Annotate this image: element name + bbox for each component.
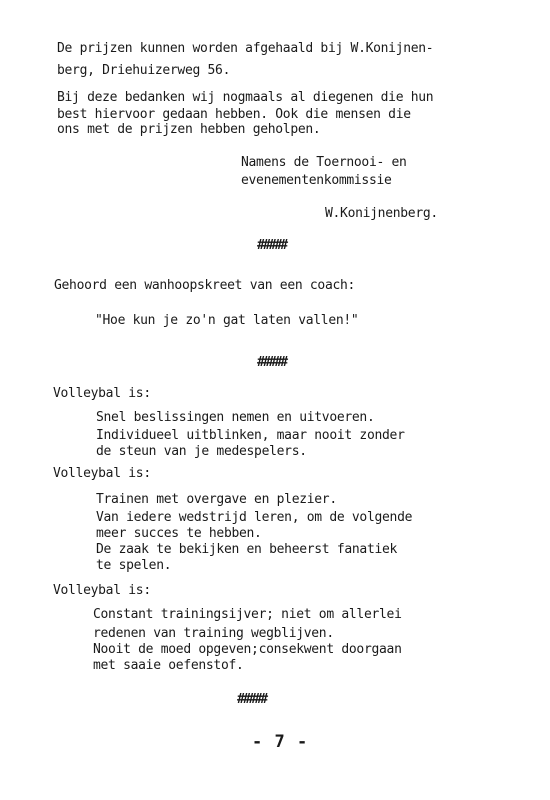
signature-on-behalf-line-1: Namens de Toernooi- en (241, 155, 407, 170)
separator: ##### (257, 238, 287, 253)
thanks-line-2: best hiervoor gedaan hebben. Ook die mensen die (57, 107, 411, 122)
thanks-line-1: Bij deze bedanken wij nogmaals al diegenen die hun (57, 90, 434, 105)
section-line: meer succes te hebben. (96, 526, 262, 541)
separator: ##### (237, 692, 267, 707)
prize-info-line-1: De prijzen kunnen worden afgehaald bij W.Konijnen- (57, 41, 434, 56)
coach-intro: Gehoord een wanhoopskreet van een coach: (54, 278, 356, 293)
section-line: Van iedere wedstrijd leren, om de volgende (96, 510, 413, 525)
section-line: De zaak te bekijken en beheerst fanatiek (96, 542, 398, 557)
section-heading: Volleybal is: (53, 583, 151, 598)
section-line: Trainen met overgave en plezier. (96, 492, 337, 507)
section-line: redenen van training wegblijven. (93, 626, 334, 641)
page-number: - 7 - (252, 732, 309, 752)
section-line: te spelen. (96, 558, 172, 573)
section-heading: Volleybal is: (53, 386, 151, 401)
section-heading: Volleybal is: (53, 466, 151, 481)
separator: ##### (257, 355, 287, 370)
signature-on-behalf-line-2: evenementenkommissie (241, 173, 392, 188)
signature-name: W.Konijnenberg. (325, 206, 438, 221)
coach-quote: "Hoe kun je zo'n gat laten vallen!" (95, 313, 359, 328)
section-line: Individueel uitblinken, maar nooit zonder (96, 428, 405, 443)
section-line: Snel beslissingen nemen en uitvoeren. (96, 410, 375, 425)
thanks-line-3: ons met de prijzen hebben geholpen. (57, 122, 321, 137)
section-line: de steun van je medespelers. (96, 444, 307, 459)
prize-info-line-2: berg, Driehuizerweg 56. (57, 63, 231, 78)
section-line: met saaie oefenstof. (93, 658, 244, 673)
section-line: Constant trainingsijver; niet om allerlei (93, 607, 402, 622)
section-line: Nooit de moed opgeven;consekwent doorgaan (93, 642, 402, 657)
